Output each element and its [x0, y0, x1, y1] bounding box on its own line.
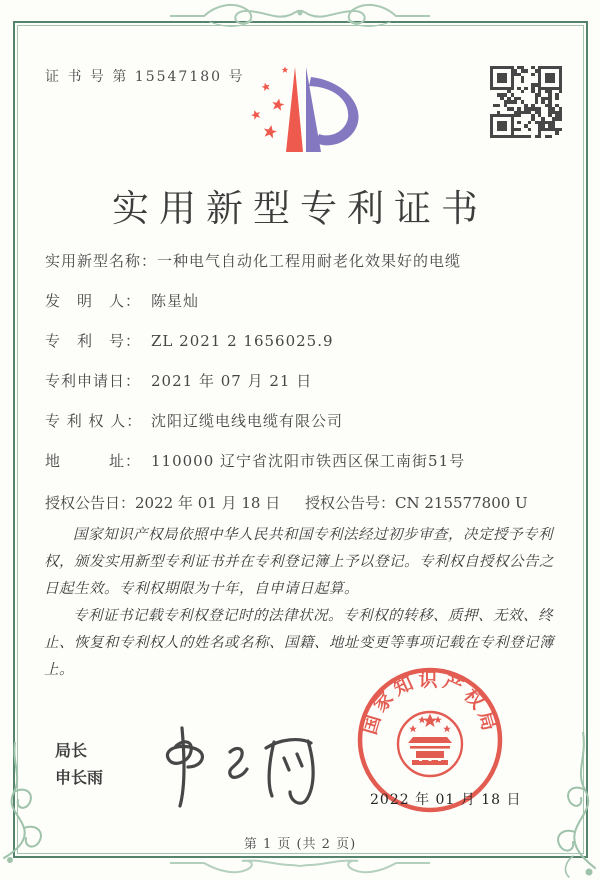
field-utility-model-name — [45, 250, 560, 270]
field-value: 2021 年 07 月 21 日 — [151, 372, 313, 390]
dragon-ornament-top-icon — [170, 0, 430, 30]
field-label: 专 利 号： — [45, 332, 142, 350]
legal-paragraph-2: 专利证书记载专利权登记时的法律状况。专利权的转移、质押、无效、终止、恢复和专利权人的姓名或名称、国籍、地址变更等事项记载在专利登记簿上。 — [44, 608, 554, 678]
certificate-number: 证 书 号 第 15547180 号 — [45, 69, 245, 85]
signature-shen-changyu-icon — [138, 722, 338, 817]
legal-text — [44, 522, 558, 684]
legal-paragraph-1: 国家知识产权局依照中华人民共和国专利法经过初步审查，决定授予专利权，颁发实用新型专利证书并在专利登记簿上予以登记。专利权自授权公告之日起生效。专利权期限为十年，自申请日起算。 — [44, 527, 554, 597]
floral-ornament-bottom-right-icon — [543, 732, 600, 878]
field-label: 专 利 权 人： — [45, 412, 143, 430]
field-label: 实用新型名称： — [45, 252, 158, 270]
field-label: 发 明 人： — [45, 292, 142, 310]
field-list — [45, 250, 560, 490]
grant-date-value: 2022 年 01 月 18 日 — [135, 494, 281, 512]
field-label: 地 址： — [45, 452, 142, 470]
field-value: 一种电气自动化工程用耐老化效果好的电缆 — [157, 252, 462, 270]
field-patent-number — [45, 330, 560, 350]
field-inventor — [45, 290, 560, 310]
field-value: ZL 2021 2 1656025.9 — [151, 332, 334, 350]
field-label: 专利申请日： — [45, 372, 142, 390]
grant-date-label: 授权公告日： — [45, 494, 136, 512]
field-patentee — [45, 410, 560, 430]
official-block — [55, 737, 103, 791]
official-title: 局长 — [55, 741, 88, 760]
svg-text:国家知识产权局 — [359, 668, 502, 737]
field-value: 陈星灿 — [151, 292, 200, 310]
field-address — [45, 450, 560, 470]
grant-number-label: 授权公告号： — [305, 494, 396, 512]
certificate-title: 实用新型专利证书 — [112, 187, 488, 230]
dragon-ornament-bottom-icon — [170, 857, 430, 880]
seal-ring-text: 国家知识产权局 — [358, 668, 502, 737]
cnipa-logo-icon — [228, 60, 373, 165]
qr-code — [490, 66, 562, 138]
field-value: 沈阳辽缆电线电缆有限公司 — [151, 412, 344, 430]
field-filing-date — [45, 370, 560, 390]
page-number: 第 1 页 (共 2 页) — [243, 837, 357, 852]
grant-number-value: CN 215577800 U — [395, 494, 528, 512]
grant-announcement-row — [45, 492, 560, 513]
seal-date: 2022 年 01 月 18 日 — [370, 792, 522, 808]
field-value: 110000 辽宁省沈阳市铁西区保工南街51号 — [151, 452, 466, 470]
official-name: 申长雨 — [55, 768, 104, 787]
